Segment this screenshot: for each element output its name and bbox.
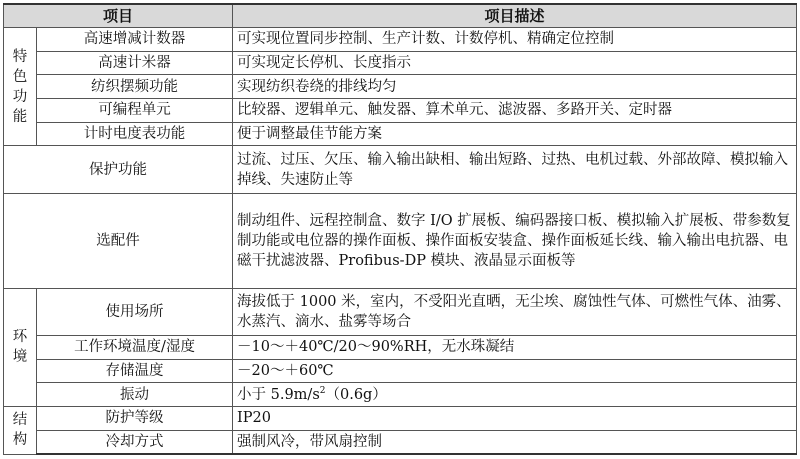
- item-cell: 冷却方式: [37, 430, 233, 454]
- desc-cell: －20～＋60℃: [233, 359, 797, 383]
- desc-cell: 过流、过压、欠压、输入输出缺相、输出短路、过热、电机过载、外部故障、模拟输入掉线、失速防止等: [233, 146, 797, 193]
- table-header-row: [4, 4, 797, 28]
- item-cell: 使用场所: [37, 288, 233, 335]
- item-cell: 工作环境温度/湿度: [37, 335, 233, 359]
- desc-cell: 可实现位置同步控制、生产计数、计数停机、精确定位控制: [233, 28, 797, 52]
- desc-cell: 可实现定长停机、长度指示: [233, 51, 797, 75]
- item-cell: 选配件: [4, 193, 233, 288]
- desc-cell: 强制风冷，带风扇控制: [233, 430, 797, 454]
- item-cell: 防护等级: [37, 407, 233, 431]
- table-row: [4, 146, 797, 193]
- desc-cell: IP20: [233, 407, 797, 431]
- table-row: [4, 51, 797, 75]
- category-environment: 环 境: [4, 288, 37, 406]
- desc-cell: 便于调整最佳节能方案: [233, 122, 797, 146]
- item-cell: 存储温度: [37, 359, 233, 383]
- vibration-g-value: （0.6g）: [325, 386, 387, 403]
- item-cell: 计时电度表功能: [37, 122, 233, 146]
- item-cell: 纺织摆频功能: [37, 75, 233, 99]
- vibration-value: 小于 5.9m/s: [237, 386, 320, 403]
- item-cell: 高速计米器: [37, 51, 233, 75]
- table-row: [4, 193, 797, 288]
- desc-cell: 制动组件、远程控制盒、数字 I/O 扩展板、编码器接口板、模拟输入扩展板、带参数复制功能或电位器的操作面板、操作面板安装盒、操作面板延长线、输入输出电抗器、电磁干扰滤波器、Profibus-DP 模块、液晶显示面板等: [233, 193, 797, 288]
- desc-cell: 海拔低于 1000 米，室内，不受阳光直晒，无尘埃、腐蚀性气体、可燃性气体、油雾、水蒸汽、滴水、盐雾等场合: [233, 288, 797, 335]
- table-row: [4, 99, 797, 123]
- desc-cell: 实现纺织卷绕的排线均匀: [233, 75, 797, 99]
- item-cell: 可编程单元: [37, 99, 233, 123]
- table-row: [4, 288, 797, 335]
- header-desc: 项目描述: [233, 4, 797, 28]
- table-row: [4, 383, 797, 407]
- category-special-functions: 特 色 功 能: [4, 28, 37, 146]
- desc-cell: 比较器、逻辑单元、触发器、算术单元、滤波器、多路开关、定时器: [233, 99, 797, 123]
- category-structure: 结 构: [4, 407, 37, 454]
- table-row: [4, 75, 797, 99]
- item-cell: 保护功能: [4, 146, 233, 193]
- header-item: 项目: [4, 4, 233, 28]
- item-cell: 高速增减计数器: [37, 28, 233, 52]
- vibration-exponent: 2: [319, 385, 326, 396]
- table-row: [4, 122, 797, 146]
- desc-cell: [233, 383, 797, 407]
- table-row: [4, 335, 797, 359]
- table-row: [4, 407, 797, 431]
- desc-cell: －10～＋40℃/20～90%RH，无水珠凝结: [233, 335, 797, 359]
- spec-table: [3, 3, 797, 455]
- item-cell: 振动: [37, 383, 233, 407]
- table-row: [4, 430, 797, 454]
- table-row: [4, 359, 797, 383]
- table-row: [4, 28, 797, 52]
